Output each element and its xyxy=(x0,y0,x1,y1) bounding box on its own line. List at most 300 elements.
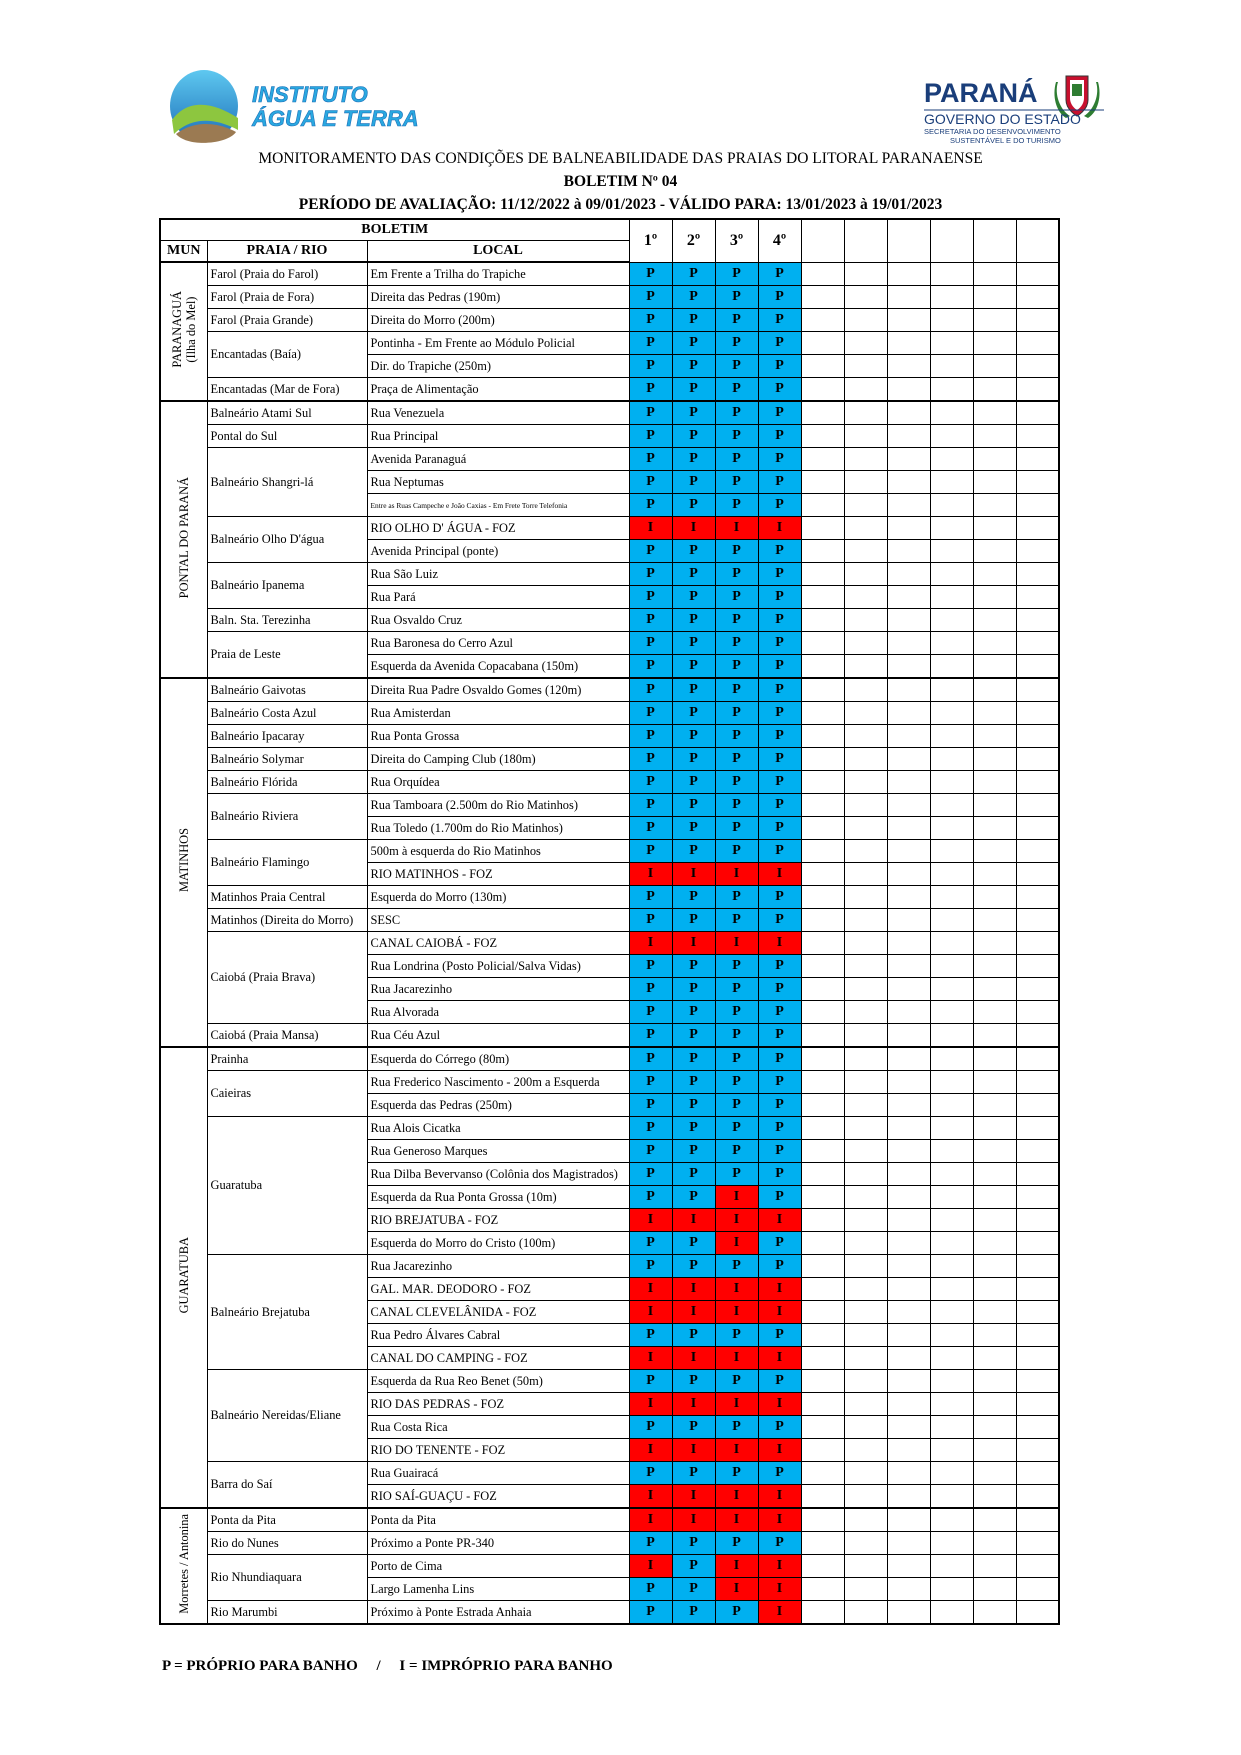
empty-cell xyxy=(844,1324,887,1347)
table-row xyxy=(160,1508,1059,1532)
empty-cell xyxy=(973,1001,1016,1024)
empty-cell xyxy=(887,702,930,725)
evaluation-period: PERÍODO DE AVALIAÇÃO: 11/12/2022 à 09/01/2023 - VÁLIDO PARA: 13/01/2023 à 19/01/2023 xyxy=(298,196,943,213)
empty-cell xyxy=(1016,1140,1059,1163)
table-row xyxy=(160,1462,1059,1485)
empty-cell xyxy=(844,540,887,563)
status-cell: P xyxy=(629,1462,672,1485)
empty-cell xyxy=(930,286,973,309)
status-cell: P xyxy=(672,378,715,402)
empty-cell xyxy=(887,1301,930,1324)
empty-cell xyxy=(973,1508,1016,1532)
status-cell: I xyxy=(715,1439,758,1462)
status-cell: I xyxy=(758,1439,801,1462)
empty-cell xyxy=(801,1370,844,1393)
empty-cell xyxy=(930,262,973,286)
status-cell: I xyxy=(758,1278,801,1301)
beach-name-cell: Caiobá (Praia Mansa) xyxy=(207,1024,367,1048)
empty-cell xyxy=(801,262,844,286)
empty-cell xyxy=(844,1601,887,1625)
empty-cell xyxy=(973,725,1016,748)
status-cell: P xyxy=(672,332,715,355)
empty-cell xyxy=(801,794,844,817)
empty-cell xyxy=(887,309,930,332)
status-cell: P xyxy=(758,563,801,586)
status-cell: P xyxy=(672,886,715,909)
status-cell: P xyxy=(672,1186,715,1209)
beach-name-cell: Prainha xyxy=(207,1047,367,1071)
municipality-label: MATINHOS xyxy=(176,828,191,893)
status-cell: I xyxy=(715,1347,758,1370)
table-row xyxy=(160,632,1059,655)
status-cell: P xyxy=(715,563,758,586)
status-cell: P xyxy=(758,1532,801,1555)
status-cell: P xyxy=(672,1140,715,1163)
empty-cell xyxy=(1016,1163,1059,1186)
empty-cell xyxy=(1016,1209,1059,1232)
empty-cell xyxy=(973,1555,1016,1578)
status-cell: P xyxy=(715,1001,758,1024)
status-cell: P xyxy=(758,378,801,402)
status-cell: P xyxy=(629,1140,672,1163)
status-cell: P xyxy=(758,494,801,517)
empty-cell xyxy=(887,817,930,840)
table-row xyxy=(160,909,1059,932)
empty-cell xyxy=(801,494,844,517)
local-cell: Largo Lamenha Lins xyxy=(367,1578,629,1601)
week-header-3: 3º xyxy=(715,219,758,262)
empty-cell xyxy=(930,1117,973,1140)
table-row xyxy=(160,309,1059,332)
status-cell: P xyxy=(715,655,758,679)
empty-cell xyxy=(930,1532,973,1555)
status-cell: P xyxy=(715,886,758,909)
status-cell: P xyxy=(629,909,672,932)
status-cell: I xyxy=(758,1601,801,1625)
empty-cell xyxy=(973,378,1016,402)
empty-cell xyxy=(1016,1578,1059,1601)
status-cell: I xyxy=(715,1485,758,1509)
local-cell: Ponta da Pita xyxy=(367,1508,629,1532)
week-header-1: 1º xyxy=(629,219,672,262)
empty-cell xyxy=(930,1370,973,1393)
status-cell: P xyxy=(758,1255,801,1278)
status-cell: P xyxy=(715,540,758,563)
beach-name-cell: Balneário Costa Azul xyxy=(207,702,367,725)
empty-cell xyxy=(1016,794,1059,817)
status-cell: P xyxy=(758,817,801,840)
status-cell: I xyxy=(629,1278,672,1301)
local-cell: Rua Orquídea xyxy=(367,771,629,794)
status-cell: P xyxy=(629,401,672,425)
empty-cell xyxy=(887,563,930,586)
status-cell: P xyxy=(672,1094,715,1117)
empty-cell xyxy=(801,609,844,632)
table-row xyxy=(160,1555,1059,1578)
status-cell: I xyxy=(672,1485,715,1509)
municipality-cell xyxy=(160,1047,207,1508)
status-cell: I xyxy=(629,1209,672,1232)
empty-cell xyxy=(887,1117,930,1140)
empty-cell xyxy=(801,1555,844,1578)
empty-cell xyxy=(973,794,1016,817)
empty-cell xyxy=(1016,448,1059,471)
local-cell: Direita do Morro (200m) xyxy=(367,309,629,332)
empty-cell xyxy=(1016,1324,1059,1347)
empty-cell xyxy=(844,517,887,540)
empty-cell xyxy=(887,840,930,863)
status-cell: I xyxy=(758,1209,801,1232)
empty-cell xyxy=(844,1578,887,1601)
status-cell: I xyxy=(758,517,801,540)
empty-cell xyxy=(973,955,1016,978)
status-cell: P xyxy=(715,1024,758,1048)
empty-cell xyxy=(930,1163,973,1186)
empty-cell xyxy=(930,955,973,978)
empty-cell xyxy=(930,1024,973,1048)
empty-cell xyxy=(801,1278,844,1301)
status-cell: P xyxy=(715,725,758,748)
local-cell: Rua Tamboara (2.500m do Rio Matinhos) xyxy=(367,794,629,817)
beach-name-cell: Baln. Sta. Terezinha xyxy=(207,609,367,632)
empty-cell xyxy=(844,1532,887,1555)
empty-cell xyxy=(930,817,973,840)
status-cell: I xyxy=(758,1485,801,1509)
status-cell: I xyxy=(715,1209,758,1232)
gov-sub2: SUSTENTÁVEL E DO TURISMO xyxy=(950,136,1061,145)
status-cell: P xyxy=(672,563,715,586)
empty-cell xyxy=(930,401,973,425)
local-cell: Rua Ponta Grossa xyxy=(367,725,629,748)
empty-cell xyxy=(1016,932,1059,955)
empty-cell xyxy=(1016,909,1059,932)
empty-header-cell xyxy=(930,219,973,262)
status-cell: P xyxy=(758,425,801,448)
empty-cell xyxy=(1016,955,1059,978)
empty-cell xyxy=(887,1232,930,1255)
status-cell: I xyxy=(629,1301,672,1324)
empty-cell xyxy=(801,1186,844,1209)
empty-cell xyxy=(844,1094,887,1117)
status-cell: P xyxy=(758,840,801,863)
empty-cell xyxy=(844,286,887,309)
empty-cell xyxy=(1016,563,1059,586)
status-cell: P xyxy=(758,1024,801,1048)
empty-cell xyxy=(887,909,930,932)
empty-cell xyxy=(930,1001,973,1024)
empty-cell xyxy=(801,1347,844,1370)
empty-cell xyxy=(1016,1301,1059,1324)
status-cell: P xyxy=(629,471,672,494)
balneabilidade-table xyxy=(159,218,1060,1625)
empty-cell xyxy=(801,1255,844,1278)
table-row xyxy=(160,1117,1059,1140)
empty-cell xyxy=(973,655,1016,679)
local-cell: GAL. MAR. DEODORO - FOZ xyxy=(367,1278,629,1301)
empty-cell xyxy=(973,401,1016,425)
local-cell: Rua Guairacá xyxy=(367,1462,629,1485)
empty-cell xyxy=(887,286,930,309)
status-cell: P xyxy=(715,840,758,863)
status-cell: P xyxy=(715,794,758,817)
empty-cell xyxy=(801,840,844,863)
status-cell: P xyxy=(715,401,758,425)
status-cell: P xyxy=(715,1324,758,1347)
status-cell: P xyxy=(672,1324,715,1347)
empty-cell xyxy=(973,632,1016,655)
status-cell: P xyxy=(672,401,715,425)
status-cell: P xyxy=(629,1601,672,1625)
status-cell: P xyxy=(715,702,758,725)
empty-cell xyxy=(801,1024,844,1048)
status-cell: I xyxy=(715,1278,758,1301)
empty-cell xyxy=(973,1163,1016,1186)
status-cell: P xyxy=(715,1532,758,1555)
local-cell: Dir. do Trapiche (250m) xyxy=(367,355,629,378)
beach-name-cell: Rio do Nunes xyxy=(207,1532,367,1555)
status-cell: P xyxy=(758,632,801,655)
empty-cell xyxy=(1016,1024,1059,1048)
status-cell: P xyxy=(758,471,801,494)
status-cell: P xyxy=(715,448,758,471)
beach-name-cell: Rio Marumbi xyxy=(207,1601,367,1625)
empty-cell xyxy=(801,1532,844,1555)
empty-cell xyxy=(1016,1416,1059,1439)
empty-header-cell xyxy=(973,219,1016,262)
beach-name-cell: Balneário Shangri-lá xyxy=(207,448,367,517)
table-row xyxy=(160,1601,1059,1625)
empty-cell xyxy=(801,1578,844,1601)
empty-cell xyxy=(887,517,930,540)
beach-name-cell: Barra do Saí xyxy=(207,1462,367,1509)
municipality-cell xyxy=(160,401,207,678)
local-cell: Rua Alois Cicatka xyxy=(367,1117,629,1140)
empty-cell xyxy=(973,909,1016,932)
municipality-label: GUARATUBA xyxy=(176,1237,191,1314)
empty-cell xyxy=(973,517,1016,540)
local-cell: Rua Pedro Álvares Cabral xyxy=(367,1324,629,1347)
local-cell: Rua Alvorada xyxy=(367,1001,629,1024)
status-cell: I xyxy=(629,1393,672,1416)
status-cell: P xyxy=(629,678,672,702)
empty-cell xyxy=(844,1485,887,1509)
empty-cell xyxy=(973,748,1016,771)
local-cell: Rua Frederico Nascimento - 200m a Esquerda xyxy=(367,1071,629,1094)
table-row xyxy=(160,725,1059,748)
empty-cell xyxy=(973,1301,1016,1324)
status-cell: P xyxy=(715,494,758,517)
status-cell: I xyxy=(672,1301,715,1324)
empty-cell xyxy=(844,1555,887,1578)
status-cell: P xyxy=(629,1024,672,1048)
empty-cell xyxy=(801,678,844,702)
empty-cell xyxy=(1016,1347,1059,1370)
empty-cell xyxy=(1016,471,1059,494)
empty-cell xyxy=(844,1209,887,1232)
local-cell: Em Frente a Trilha do Trapiche xyxy=(367,262,629,286)
empty-cell xyxy=(801,978,844,1001)
empty-cell xyxy=(887,1001,930,1024)
local-cell: Esquerda do Córrego (80m) xyxy=(367,1047,629,1071)
empty-cell xyxy=(887,1370,930,1393)
empty-cell xyxy=(887,955,930,978)
empty-cell xyxy=(973,1186,1016,1209)
empty-cell xyxy=(1016,1094,1059,1117)
status-cell: I xyxy=(758,1301,801,1324)
status-cell: P xyxy=(715,1094,758,1117)
beach-name-cell: Guaratuba xyxy=(207,1117,367,1255)
beach-name-cell: Farol (Praia de Fora) xyxy=(207,286,367,309)
empty-cell xyxy=(1016,1370,1059,1393)
empty-cell xyxy=(844,1232,887,1255)
empty-cell xyxy=(844,725,887,748)
local-cell: Direita Rua Padre Osvaldo Gomes (120m) xyxy=(367,678,629,702)
status-cell: P xyxy=(715,1462,758,1485)
status-cell: I xyxy=(629,1485,672,1509)
status-cell: P xyxy=(629,1532,672,1555)
status-cell: P xyxy=(758,1163,801,1186)
status-cell: P xyxy=(672,1555,715,1578)
table-row xyxy=(160,1370,1059,1393)
beach-name-cell: Balneário Flamingo xyxy=(207,840,367,886)
empty-cell xyxy=(973,886,1016,909)
beach-name-cell: Farol (Praia do Farol) xyxy=(207,262,367,286)
status-cell: P xyxy=(672,494,715,517)
status-cell: I xyxy=(672,1347,715,1370)
empty-cell xyxy=(930,1071,973,1094)
beach-name-cell: Balneário Flórida xyxy=(207,771,367,794)
empty-cell xyxy=(844,563,887,586)
empty-cell xyxy=(801,748,844,771)
local-cell: Porto de Cima xyxy=(367,1555,629,1578)
status-cell: P xyxy=(629,725,672,748)
status-cell: P xyxy=(629,794,672,817)
empty-cell xyxy=(1016,1601,1059,1625)
empty-cell xyxy=(844,1347,887,1370)
status-cell: P xyxy=(758,1186,801,1209)
empty-cell xyxy=(1016,771,1059,794)
empty-cell xyxy=(801,309,844,332)
status-cell: P xyxy=(629,448,672,471)
status-cell: P xyxy=(629,540,672,563)
empty-cell xyxy=(844,632,887,655)
status-cell: P xyxy=(629,1071,672,1094)
empty-cell xyxy=(887,471,930,494)
document-title: MONITORAMENTO DAS CONDIÇÕES DE BALNEABILIDADE DAS PRAIAS DO LITORAL PARANAENSE xyxy=(258,150,983,167)
empty-cell xyxy=(844,1278,887,1301)
empty-cell xyxy=(930,586,973,609)
empty-cell xyxy=(1016,1071,1059,1094)
empty-cell xyxy=(930,563,973,586)
empty-cell xyxy=(1016,286,1059,309)
beach-name-cell: Balneário Ipacaray xyxy=(207,725,367,748)
empty-cell xyxy=(973,932,1016,955)
table-row xyxy=(160,886,1059,909)
empty-cell xyxy=(973,1370,1016,1393)
empty-cell xyxy=(973,1416,1016,1439)
empty-cell xyxy=(801,1393,844,1416)
empty-cell xyxy=(1016,1393,1059,1416)
empty-cell xyxy=(801,1163,844,1186)
table-row xyxy=(160,702,1059,725)
empty-cell xyxy=(887,1347,930,1370)
status-cell: P xyxy=(715,678,758,702)
empty-cell xyxy=(973,678,1016,702)
week-header-2: 2º xyxy=(672,219,715,262)
org-name-line1: INSTITUTO xyxy=(252,82,368,107)
beach-name-cell: Pontal do Sul xyxy=(207,425,367,448)
local-cell: CANAL CAIOBÁ - FOZ xyxy=(367,932,629,955)
status-cell: P xyxy=(758,309,801,332)
status-cell: P xyxy=(672,978,715,1001)
empty-cell xyxy=(887,863,930,886)
empty-cell xyxy=(930,609,973,632)
empty-cell xyxy=(887,1209,930,1232)
empty-header-cell xyxy=(887,219,930,262)
empty-cell xyxy=(887,1439,930,1462)
empty-cell xyxy=(930,1462,973,1485)
status-cell: P xyxy=(629,425,672,448)
empty-cell xyxy=(973,1324,1016,1347)
empty-cell xyxy=(844,840,887,863)
empty-cell xyxy=(973,1462,1016,1485)
local-cell: Rua Jacarezinho xyxy=(367,1255,629,1278)
empty-cell xyxy=(844,1140,887,1163)
empty-cell xyxy=(930,655,973,679)
beach-name-cell: Farol (Praia Grande) xyxy=(207,309,367,332)
status-cell: P xyxy=(672,262,715,286)
empty-cell xyxy=(801,1485,844,1509)
empty-cell xyxy=(801,725,844,748)
week-header-4: 4º xyxy=(758,219,801,262)
empty-cell xyxy=(973,448,1016,471)
status-cell: P xyxy=(672,725,715,748)
status-cell: P xyxy=(758,794,801,817)
status-cell: P xyxy=(629,1578,672,1601)
local-cell: RIO BREJATUBA - FOZ xyxy=(367,1209,629,1232)
status-cell: I xyxy=(629,1508,672,1532)
status-cell: P xyxy=(672,955,715,978)
beach-name-cell: Encantadas (Baía) xyxy=(207,332,367,378)
empty-cell xyxy=(844,794,887,817)
empty-cell xyxy=(930,332,973,355)
parana-government-logo xyxy=(920,60,1110,150)
empty-cell xyxy=(930,978,973,1001)
empty-cell xyxy=(801,286,844,309)
empty-cell xyxy=(887,655,930,679)
empty-cell xyxy=(1016,678,1059,702)
empty-cell xyxy=(844,448,887,471)
status-cell: I xyxy=(715,517,758,540)
empty-cell xyxy=(801,632,844,655)
empty-cell xyxy=(887,448,930,471)
empty-cell xyxy=(887,748,930,771)
status-cell: P xyxy=(672,1071,715,1094)
status-cell: P xyxy=(629,1117,672,1140)
empty-cell xyxy=(887,678,930,702)
empty-cell xyxy=(973,771,1016,794)
local-cell: Rua Londrina (Posto Policial/Salva Vidas) xyxy=(367,955,629,978)
empty-cell xyxy=(1016,355,1059,378)
status-cell: P xyxy=(672,309,715,332)
status-cell: P xyxy=(672,286,715,309)
empty-cell xyxy=(930,932,973,955)
status-cell: P xyxy=(672,817,715,840)
status-cell: P xyxy=(629,262,672,286)
table-row xyxy=(160,840,1059,863)
empty-cell xyxy=(973,1047,1016,1071)
empty-cell xyxy=(801,886,844,909)
